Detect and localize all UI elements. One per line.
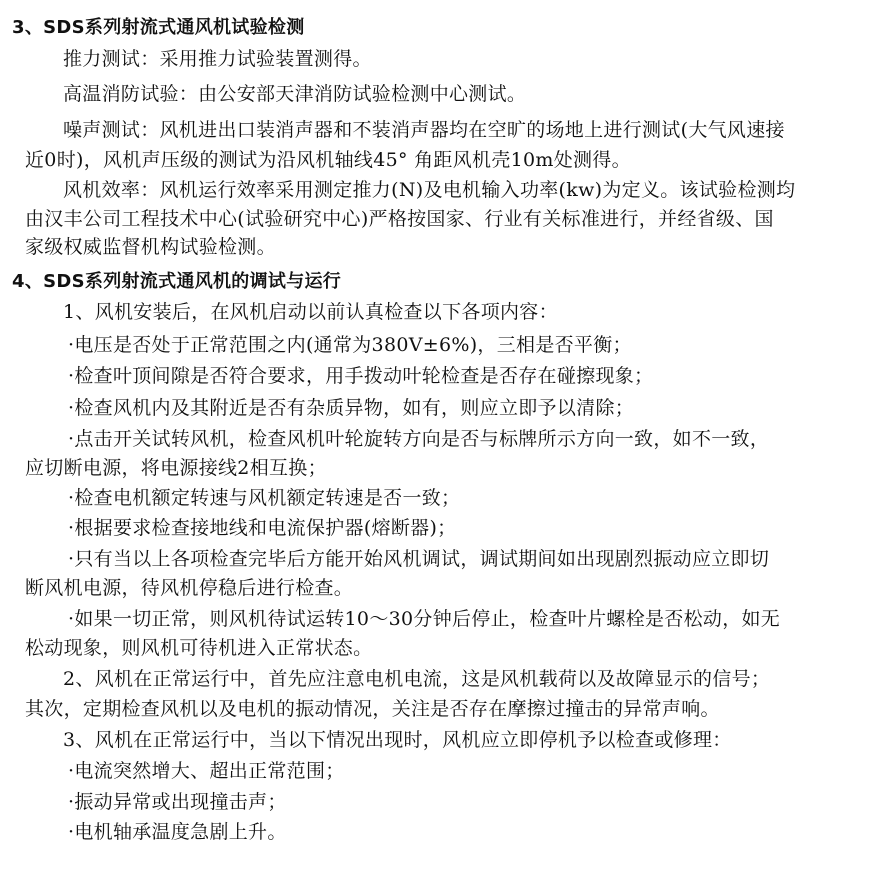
check-tip-clearance-line: ·检查叶顶间隙是否符合要求，用手拨动叶轮检查是否存在碰擦现象；: [68, 365, 654, 387]
check-grounding-line: ·根据要求检查接地线和电流保护器(熔断器)；: [68, 517, 457, 539]
check-debris-line: ·检查风机内及其附近是否有杂质异物，如有，则应立即予以清除；: [68, 397, 635, 419]
start-debug-line-1: ·只有当以上各项检查完毕后方能开始风机调试，调试期间如出现剧烈振动应立即切: [68, 548, 770, 570]
condition-current-line: ·电流突然增大、超出正常范围；: [68, 760, 345, 782]
noise-test-line-1: 噪声测试：风机进出口装消声器和不装消声器均在空旷的场地上进行测试(大气风速接: [63, 119, 785, 141]
efficiency-line-1: 风机效率：风机运行效率采用测定推力(N)及电机输入功率(kw)为定义。该试验检测均: [63, 179, 796, 201]
section-3-heading: 3、SDS系列射流式通风机试验检测: [12, 17, 305, 38]
step-3-line: 3、风机在正常运行中，当以下情况出现时，风机应立即停机予以检查或修理：: [63, 729, 732, 751]
condition-bearing-line: ·电机轴承温度急剧上升。: [68, 821, 287, 843]
step-2-line-1: 2、风机在正常运行中，首先应注意电机电流，这是风机载荷以及故障显示的信号；: [63, 668, 771, 690]
section-4-heading: 4、SDS系列射流式通风机的调试与运行: [12, 271, 342, 292]
thrust-test-line: 推力测试：采用推力试验装置测得。: [63, 48, 372, 70]
trial-run-line-2: 松动现象，则风机可待机进入正常状态。: [25, 637, 373, 659]
efficiency-line-3: 家级权威监督机构试验检测。: [25, 236, 276, 258]
check-rotation-line-2: 应切断电源，将电源接线2相互换；: [25, 457, 327, 479]
check-voltage-line: ·电压是否处于正常范围之内(通常为380V±6%)，三相是否平衡；: [68, 334, 632, 356]
fire-test-line: 高温消防试验：由公安部天津消防试验检测中心测试。: [63, 83, 527, 105]
start-debug-line-2: 断风机电源，待风机停稳后进行检查。: [25, 577, 354, 599]
efficiency-line-2: 由汉丰公司工程技术中心(试验研究中心)严格按国家、行业有关标准进行，并经省级、国: [25, 208, 774, 230]
condition-vibration-line: ·振动异常或出现撞击声；: [68, 791, 287, 813]
step-2-line-2: 其次，定期检查风机以及电机的振动情况，关注是否存在摩擦过撞击的异常声响。: [25, 698, 720, 720]
check-rotation-line-1: ·点击开关试转风机，检查风机叶轮旋转方向是否与标牌所示方向一致，如不一致，: [68, 428, 770, 450]
noise-test-line-2: 近0时)，风机声压级的测试为沿风机轴线45° 角距风机壳10m处测得。: [25, 149, 631, 171]
trial-run-line-1: ·如果一切正常，则风机待试运转10～30分钟后停止，检查叶片螺栓是否松动，如无: [68, 608, 781, 630]
step-1-line: 1、风机安装后，在风机启动以前认真检查以下各项内容：: [63, 301, 558, 323]
check-speed-line: ·检查电机额定转速与风机额定转速是否一致；: [68, 487, 461, 509]
